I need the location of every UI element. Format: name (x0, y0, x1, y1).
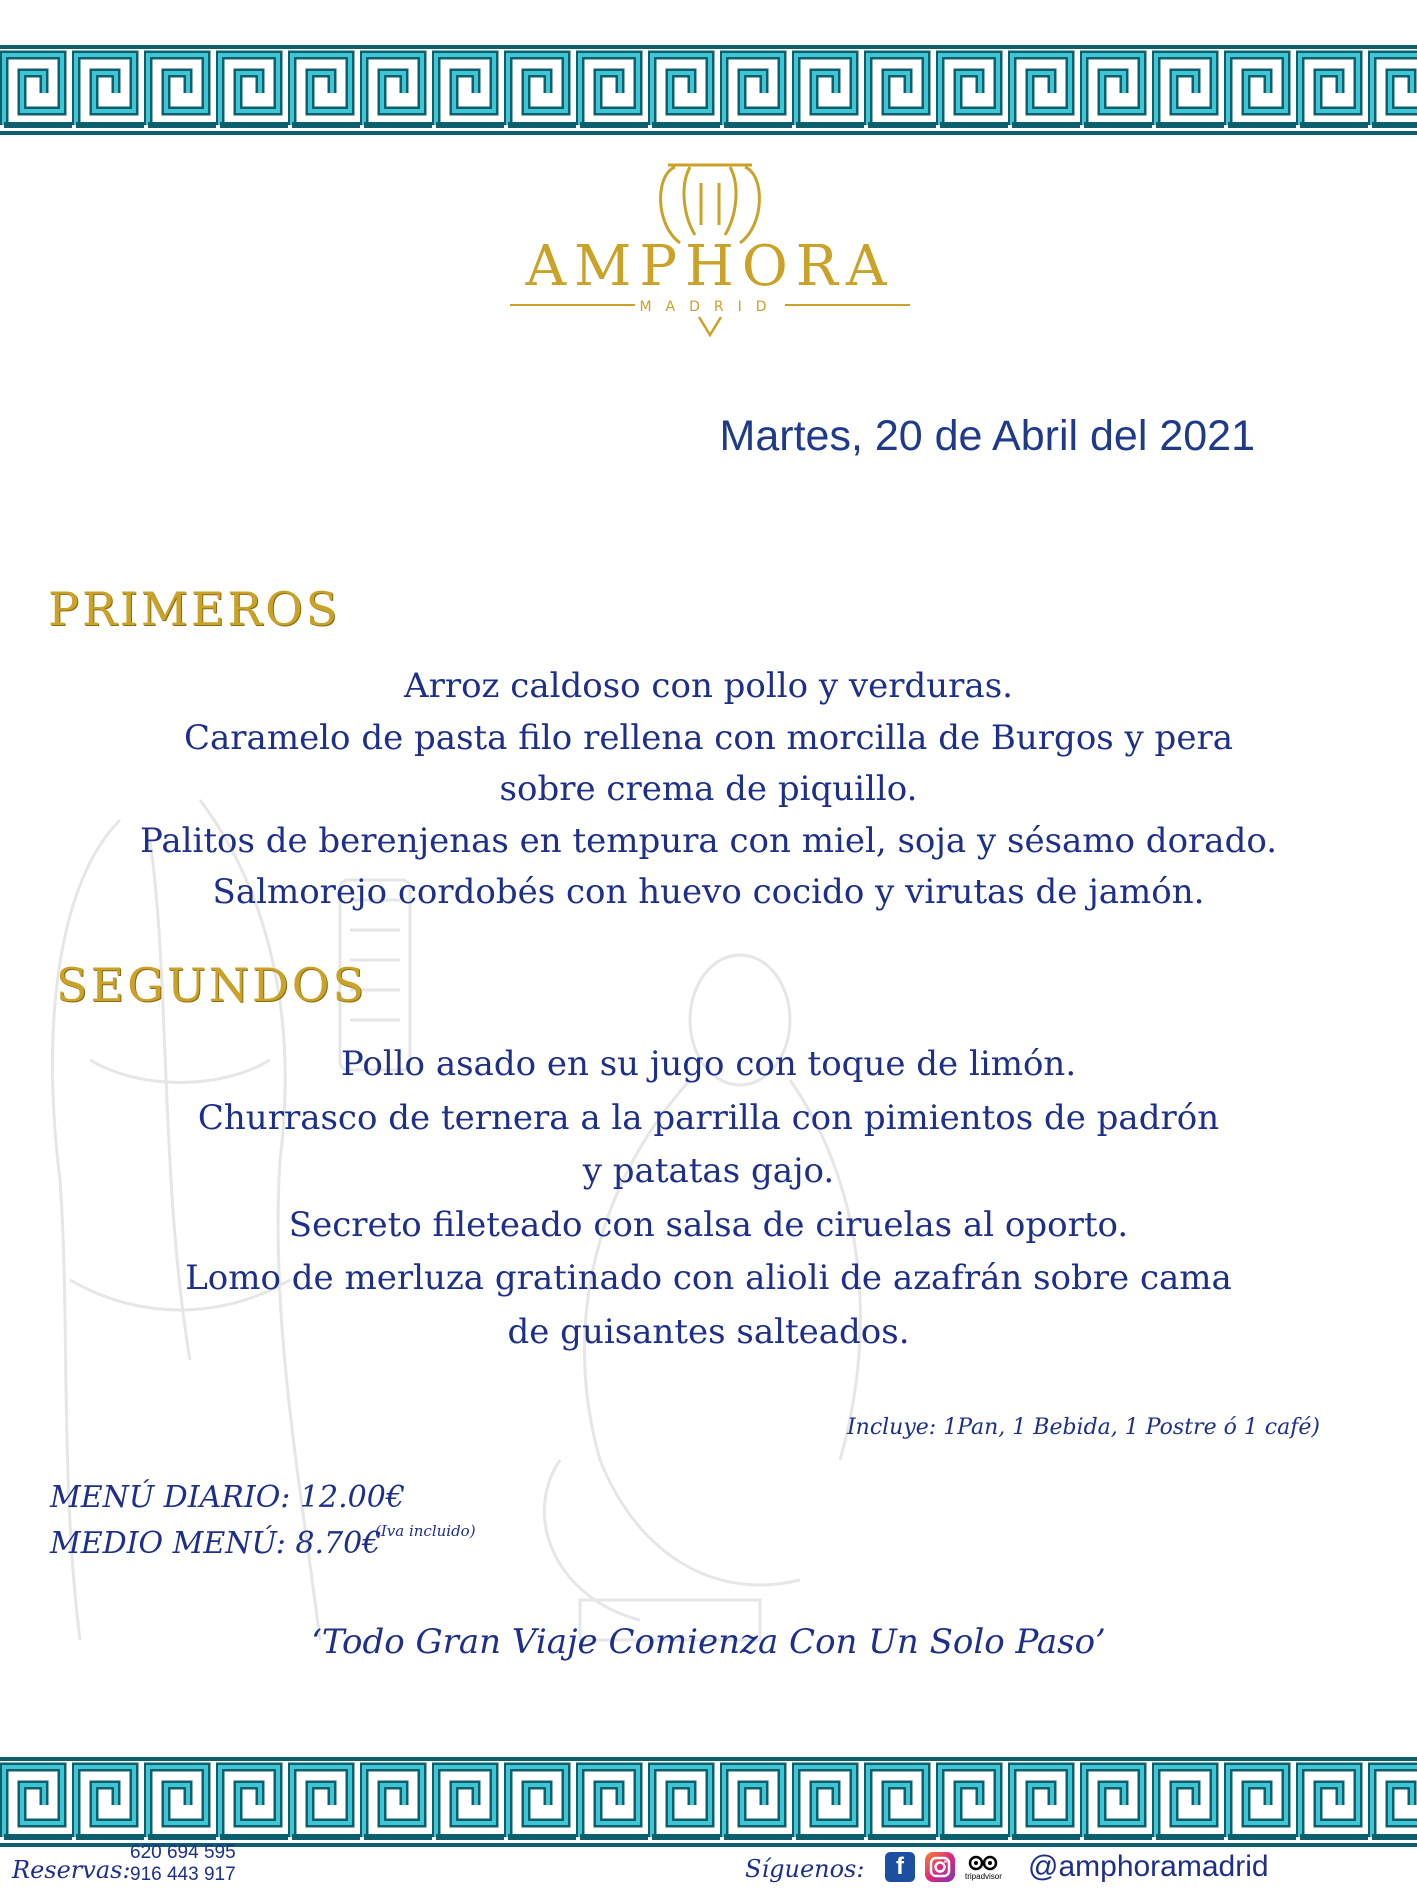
price-menu-diario: MENÚ DIARIO: 12.00€ (50, 1480, 405, 1515)
motto-quote: ‘Todo Gran Viaje Comienza Con Un Solo Paso’ (311, 1622, 1106, 1662)
facebook-icon[interactable]: f (885, 1852, 915, 1882)
brand-city: MADRID (639, 299, 781, 315)
greek-key-border-bottom (0, 1757, 1417, 1847)
dish-item: Churrasco de ternera a la parrilla con pimientos de padrón (197, 1097, 1220, 1138)
tripadvisor-label: tripadvisor (965, 1871, 1002, 1881)
brand-name: AMPHORA (525, 234, 895, 299)
primeros-list (100, 661, 1317, 919)
dish-item: sobre crema de piquillo. (499, 769, 918, 809)
instagram-icon[interactable] (925, 1852, 955, 1882)
reservas-label: Reservas: (12, 1856, 131, 1884)
dish-item: Secreto fileteado con salsa de ciruelas al oporto. (288, 1204, 1129, 1245)
section-title-segundos: SEGUNDOS (56, 958, 367, 1012)
dish-item: Salmorejo cordobés con huevo cocido y virutas de jamón. (212, 872, 1205, 912)
siguenos-label: Síguenos: (745, 1855, 865, 1883)
phone-list (130, 1842, 236, 1886)
dish-item: Lomo de merluza gratinado con alioli de azafrán sobre cama (185, 1258, 1232, 1298)
section-title-primeros: PRIMEROS (48, 582, 341, 636)
dish-item: Palitos de berenjenas en tempura con miel, soja y sésamo dorado. (139, 820, 1278, 861)
menu-includes: Incluye: 1Pan, 1 Bebida, 1 Postre ó 1 café) (846, 1415, 1320, 1440)
greek-key-border-top (0, 45, 1417, 135)
menu-date: Martes, 20 de Abril del 2021 (719, 412, 1255, 460)
phone-number[interactable]: 916 443 917 (130, 1864, 236, 1885)
price-medio-menu: MEDIO MENÚ: 8.70€ (50, 1526, 382, 1561)
social-handle[interactable]: @amphoramadrid (1028, 1850, 1269, 1883)
dish-item: Pollo asado en su jugo con toque de limón. (340, 1044, 1077, 1084)
iva-note: (Iva incluido) (375, 1522, 476, 1540)
dish-item: y patatas gajo. (582, 1151, 835, 1191)
tripadvisor-icon[interactable] (965, 1854, 1002, 1881)
segundos-list (100, 1038, 1317, 1359)
amphora-vase-icon (661, 165, 760, 243)
amphora-logo (505, 155, 915, 345)
dish-item: Caramelo de pasta filo rellena con morcilla de Burgos y pera (184, 717, 1233, 758)
dish-item: de guisantes salteados. (507, 1311, 910, 1352)
social-links (885, 1852, 1002, 1882)
dish-item: Arroz caldoso con pollo y verduras. (404, 666, 1013, 706)
phone-number[interactable]: 620 694 595 (130, 1842, 236, 1863)
